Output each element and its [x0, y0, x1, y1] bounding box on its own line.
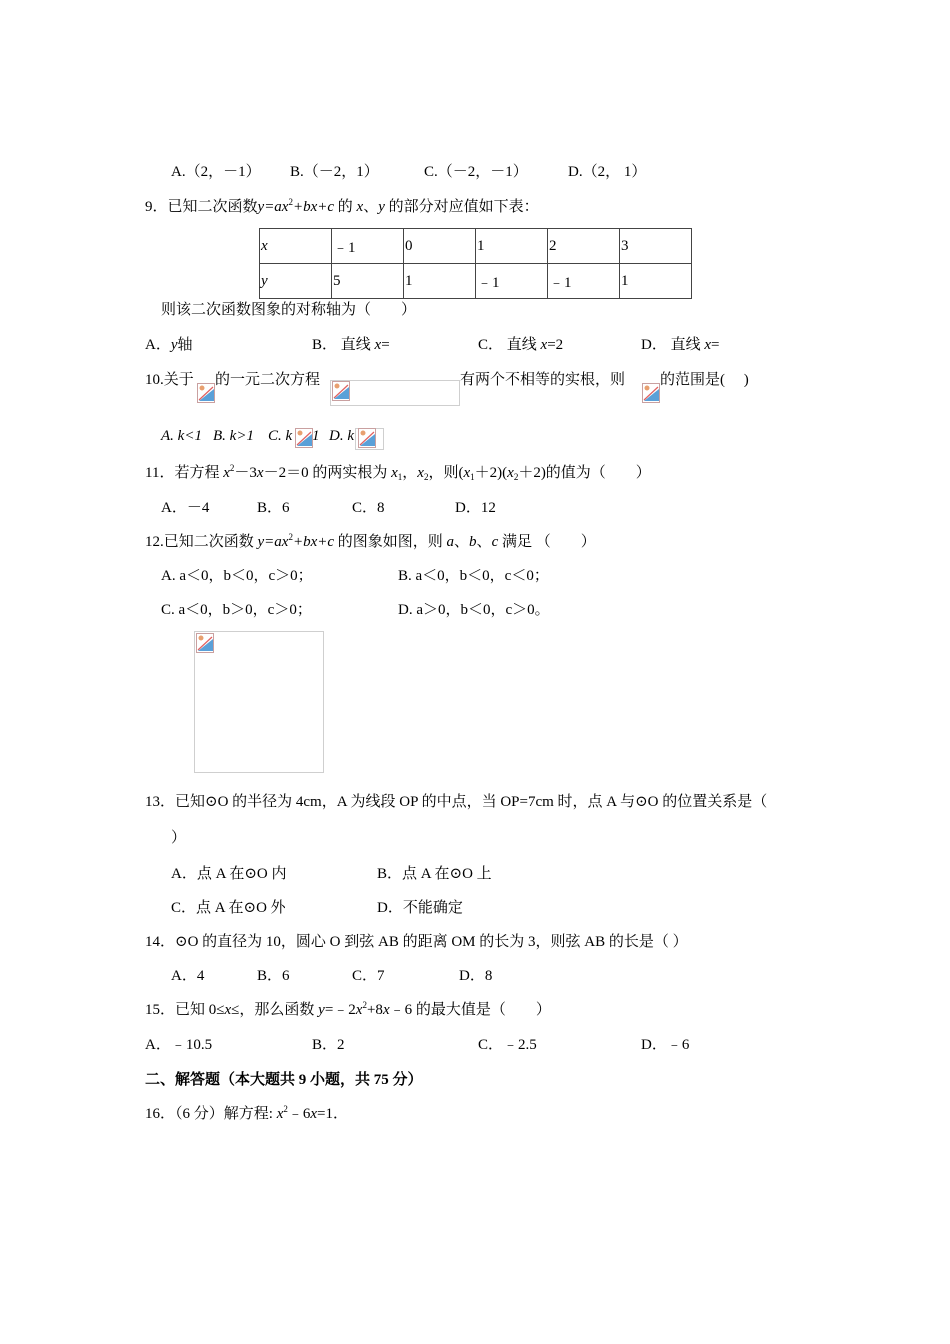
q12-option-a: A. a＜0，b＜0，c＞0；	[161, 568, 313, 584]
q10-num-t1: 10.关于	[145, 372, 194, 388]
q10-option-b: B. k>1	[213, 428, 254, 444]
q10-t2: 的一元二次方程	[215, 372, 321, 388]
q9-option-a: A．y轴	[145, 337, 193, 353]
q12-stem: 12.已知二次函数 $y=ax^2+bx+c$ 的图象如图，则 a、b、c 满足 （ ）	[145, 532, 596, 550]
q12-option-d: D. a＞0，b＜0，c＞0。	[398, 602, 550, 618]
table-row-x	[260, 229, 692, 264]
q11-stem: 11．若方程 $x^2-3x-2=0$ 的两实根为 $x_1$，$x_2$，则$(x_1+2)(x_2+2)$的值为（ ）	[145, 463, 651, 482]
q9-option-d: D． 直线 x=	[641, 337, 720, 353]
broken-image-icon	[196, 633, 214, 653]
q8-option-a: A.（2，－1）	[171, 164, 261, 180]
q11-option-c: C．8	[352, 500, 385, 516]
q10-option-c-value: 1	[312, 428, 320, 444]
broken-image-icon	[332, 381, 350, 401]
q10-option-a: A. k<1	[161, 428, 202, 444]
q9-question: 则该二次函数图象的对称轴为（ ）	[161, 302, 417, 318]
q10-t3: 有两个不相等的实根，则	[460, 372, 626, 388]
q13-option-c: C．点 A 在⊙O 外	[171, 900, 286, 916]
q15-stem: 15．已知 0≤x≤，那么函数 $y=﹣2x^2+8x﹣6$ 的最大值是（ ）	[145, 1000, 551, 1018]
table-cell: x	[260, 229, 332, 264]
q8-option-d: D.（2， 1）	[568, 164, 647, 180]
table-row-y	[260, 264, 692, 299]
q8-option-b: B.（－2，1）	[290, 164, 379, 180]
q14-stem: 14．⊙O 的直径为 10，圆心 O 到弦 AB 的距离 OM 的长为 3，则弦 AB 的长是（ ）	[145, 934, 688, 950]
broken-image-icon	[358, 428, 376, 448]
q15-option-c: C．﹣2.5	[478, 1037, 537, 1053]
q9-stem: 9．已知二次函数$y=ax^2+bx+c$ 的 x、y 的部分对应值如下表：	[145, 197, 539, 215]
table-cell: ﹣1	[332, 229, 404, 264]
q13-stem-end: ）	[171, 830, 187, 846]
broken-image-icon	[642, 383, 660, 403]
q13-stem: 13．已知⊙O 的半径为 4cm，A 为线段 OP 的中点，当 OP=7cm 时，点 A 与⊙O 的位置关系是（	[145, 794, 768, 810]
broken-image-icon	[295, 428, 313, 448]
table-cell: 5	[332, 264, 404, 299]
q11-option-d: D．12	[455, 500, 496, 516]
table-cell: 1	[620, 264, 692, 299]
table-cell: ﹣1	[548, 264, 620, 299]
q14-option-c: C．7	[352, 968, 385, 984]
q13-option-a: A．点 A 在⊙O 内	[171, 866, 287, 882]
q15-option-b: B．2	[312, 1037, 345, 1053]
table-cell: 1	[404, 264, 476, 299]
q14-option-d: D．8	[459, 968, 493, 984]
q12-option-c: C. a＜0，b＞0，c＞0；	[161, 602, 312, 618]
section-heading: 二、解答题（本大题共 9 小题，共 75 分）	[145, 1072, 423, 1088]
broken-image-icon	[197, 383, 215, 403]
table-cell: 1	[476, 229, 548, 264]
q9-option-c: C． 直线 x=2	[478, 337, 564, 353]
table-cell: 0	[404, 229, 476, 264]
table-cell: 2	[548, 229, 620, 264]
q10-option-d: D. k	[329, 428, 354, 444]
q13-option-b: B．点 A 在⊙O 上	[377, 866, 492, 882]
q9-option-b: B． 直线 x=	[312, 337, 390, 353]
table-cell: 3	[620, 229, 692, 264]
q15-option-d: D．﹣6	[641, 1037, 690, 1053]
q10-t4: 的范围是( )	[660, 372, 749, 388]
q11-option-a: A．－4	[161, 500, 210, 516]
table-cell: y	[260, 264, 332, 299]
q14-option-a: A．4	[171, 968, 205, 984]
table-cell: ﹣1	[476, 264, 548, 299]
q11-option-b: B．6	[257, 500, 290, 516]
q12-option-b: B. a＜0，b＜0，c＜0；	[398, 568, 549, 584]
q14-option-b: B．6	[257, 968, 290, 984]
value-table	[259, 228, 692, 299]
q15-option-a: A．﹣10.5	[145, 1037, 213, 1053]
q10-option-c: C. k	[268, 428, 293, 444]
q13-option-d: D．不能确定	[377, 900, 463, 916]
q16-stem: 16．（6 分）解方程: $x^2﹣6x=1$．	[145, 1104, 349, 1122]
q8-option-c: C.（－2，－1）	[424, 164, 528, 180]
